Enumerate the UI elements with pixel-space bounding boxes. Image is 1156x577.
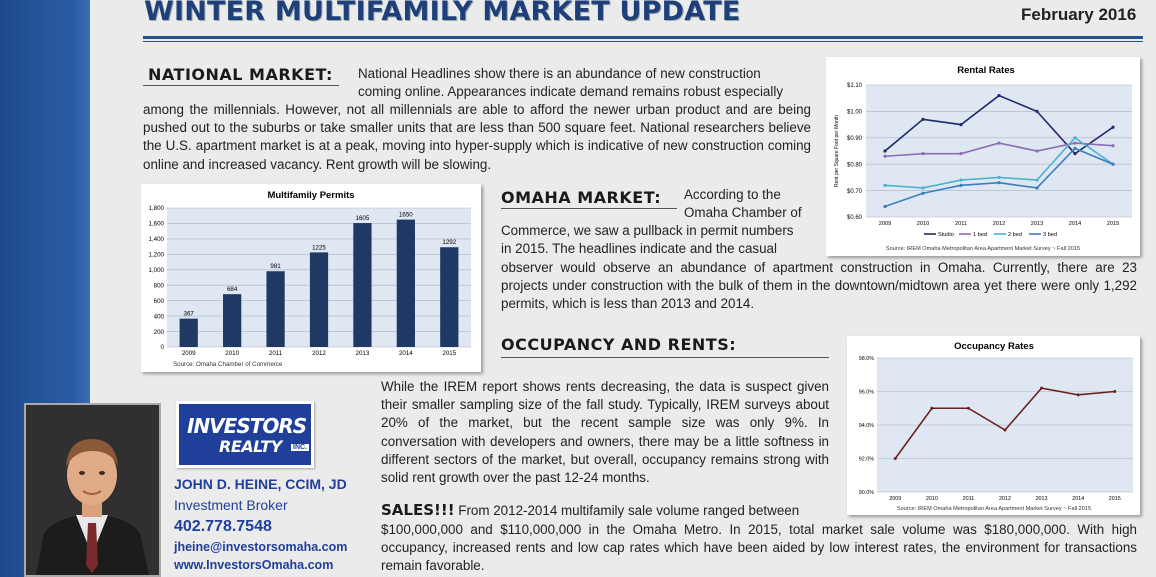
rental-point (921, 186, 924, 189)
rental-x-tick: 2015 (1106, 221, 1120, 227)
permits-bar-2010 (223, 294, 241, 347)
logo-inc: INC. (293, 444, 307, 451)
permits-y-tick: 600 (153, 297, 164, 305)
rental-y-tick: $1.10 (846, 83, 862, 90)
broker-website[interactable]: www.InvestorsOmaha.com (174, 558, 334, 572)
logo-line-2: REALTY (219, 437, 282, 456)
permits-y-tick: 1,600 (148, 220, 164, 228)
occupancy-y-tick: 96.0% (858, 389, 874, 396)
permits-y-tick: 400 (153, 313, 164, 321)
occupancy-point (930, 407, 933, 410)
rental-x-tick: 2012 (992, 221, 1006, 227)
rental-legend-label: Studio (938, 232, 954, 238)
header-rule (143, 36, 1143, 39)
omaha-heading-rule (501, 208, 677, 209)
permits-y-tick: 1,000 (148, 266, 164, 274)
broker-role: Investment Broker (174, 497, 288, 513)
permits-value-label: 1605 (355, 215, 370, 223)
occupancy-point (1004, 429, 1007, 432)
rental-y-tick: $0.80 (846, 162, 862, 169)
rental-point (997, 176, 1000, 179)
permits-x-tick: 2011 (268, 350, 283, 357)
rental-x-tick: 2013 (1030, 221, 1044, 227)
occupancy-y-tick: 98.0% (858, 356, 874, 362)
permits-y-tick: 200 (153, 328, 164, 336)
occupancy-y-tick: 94.0% (858, 423, 874, 429)
rental-point (1073, 136, 1076, 139)
permits-value-label: 684 (226, 286, 238, 294)
national-body: among the millennials. However, not all millennials are able to afford the newer urban product and are being pushed out to the suburbs or take smaller units that are less than 500 square feet. National researchers believe the U.S. apartment market is at a peak, moving into hyper-supply which is indicative of new construction coming online and increased vacancy. Rent growth will be slowing. (143, 102, 811, 172)
permits-value-label: 1292 (442, 239, 457, 247)
omaha-line-3: Commerce, we saw a pullback in permit numbers (501, 223, 794, 238)
occupancy-point (1077, 393, 1080, 396)
occupancy-x-tick: 2011 (962, 496, 975, 502)
permits-bar-2015 (440, 247, 458, 347)
occupancy-point (967, 407, 970, 410)
permits-svg (141, 184, 481, 372)
issue-date: February 2016 (1021, 5, 1137, 24)
rental-point (883, 155, 886, 158)
rental-point (1035, 178, 1038, 181)
permits-value-label: 367 (183, 310, 194, 318)
rental-point (997, 181, 1000, 184)
header-rule-thin (143, 41, 1143, 42)
rental-y-tick: $1.00 (846, 109, 862, 116)
rental-y-tick: $0.60 (846, 215, 862, 222)
rental-point (959, 123, 962, 126)
rental-point (1035, 110, 1038, 113)
national-intro (358, 65, 811, 101)
rental-point (959, 152, 962, 155)
broker-portrait-image (26, 405, 159, 575)
permits-x-tick: 2014 (398, 350, 413, 357)
permits-x-tick: 2009 (181, 350, 196, 357)
occupancy-x-tick: 2010 (925, 496, 938, 502)
investors-realty-logo (176, 401, 314, 468)
permits-x-tick: 2013 (355, 350, 370, 357)
rental-point (921, 192, 924, 195)
omaha-body: observer would observe an abundance of apartment construction in Omaha. Currently, there are 23 projects under construction with the bulk of them in the downtown/midtown area yet there were only 1,292 permits, which is less than 2013 and 2014. (501, 260, 1137, 312)
permits-x-tick: 2015 (442, 350, 457, 357)
page-title: WINTER MULTIFAMILY MARKET UPDATE (144, 0, 741, 27)
rental-x-tick: 2011 (954, 221, 968, 227)
occupancy-source: Source: IREM Omaha Metropolitan Area Apartment Market Survey ~ Fall 2015 (896, 506, 1092, 512)
rental-plot-area (866, 85, 1132, 217)
occupancy-x-tick: 2009 (889, 496, 902, 502)
permits-bar-2011 (266, 271, 284, 347)
omaha-mid (501, 222, 811, 258)
occupancy-x-tick: 2015 (1108, 496, 1121, 502)
permits-value-label: 1650 (398, 211, 413, 219)
rental-y-tick: $0.70 (846, 188, 862, 195)
occupancy-chart-title: Occupancy Rates (954, 341, 1034, 352)
occupancy-y-tick: 92.0% (858, 456, 874, 463)
omaha-intro-2: Omaha Chamber of (684, 205, 802, 221)
omaha-intro (684, 186, 811, 222)
rental-point (883, 205, 886, 208)
occupancy-x-tick: 2014 (1072, 496, 1085, 502)
national-heading-rule (143, 85, 339, 86)
occupancy-body: While the IREM report shows rents decreasing, the data is suspect given their smaller sampling size of the fall study. Typically, IREM surveys about 20% of the market, but the recent sample size was only 9%. In conversation with developers and owners, there may be a little softness in different sectors of the market, but overall, occupancy remains strong with solid rent growth over the past 12-24 months. (381, 379, 829, 486)
occupancy-point (1040, 387, 1043, 390)
rental-point (1111, 163, 1114, 166)
multifamily-permits-chart (141, 184, 481, 372)
rental-point (1073, 147, 1076, 150)
rental-x-tick: 2009 (878, 221, 892, 227)
permits-y-tick: 0 (160, 344, 164, 352)
permits-y-tick: 1,800 (148, 205, 164, 213)
occupancy-rates-chart (847, 336, 1140, 515)
rental-x-tick: 2010 (916, 221, 930, 227)
permits-y-tick: 800 (153, 282, 164, 290)
permits-value-label: 981 (270, 263, 281, 271)
rental-source: Source: IREM Omaha Metropolitan Area Apartment Market Survey ~ Fall 2015 (885, 246, 1081, 252)
permits-x-tick: 2010 (225, 350, 240, 357)
occupancy-x-tick: 2012 (999, 496, 1011, 502)
rental-legend-label: 1 bed (973, 232, 987, 238)
occupancy-heading-rule (501, 357, 829, 358)
permits-bar-2009 (180, 319, 198, 347)
rental-point (959, 178, 962, 181)
rental-rates-svg (826, 57, 1140, 256)
rental-point (1111, 144, 1114, 147)
rental-chart-title: Rental Rates (957, 65, 1015, 76)
omaha-intro-1: According to the (684, 187, 781, 202)
sales-body: $100,000,000 and $110,000,000 in the Omaha Metro. In 2015, total market sale volume was $180,000,000. With high occupancy, increased rents and low cap rates which have been aided by low interest rates, the environment for transactions remain favorable. (381, 522, 1137, 574)
broker-email[interactable]: jheine@investorsomaha.com (174, 540, 348, 554)
rental-point (883, 184, 886, 187)
rental-rates-chart (826, 57, 1140, 256)
permits-value-label: 1225 (312, 244, 326, 252)
rental-legend-label: 3 bed (1043, 232, 1057, 238)
rental-x-tick: 2014 (1068, 221, 1082, 227)
rental-point (1035, 186, 1038, 189)
occupancy-heading: OCCUPANCY AND RENTS: (501, 335, 737, 354)
permits-source: Source: Omaha Chamber of Commerce (173, 361, 283, 368)
occupancy-point (894, 457, 897, 460)
sales-line-1: From 2012-2014 multifamily sale volume ranged between (454, 503, 800, 518)
rental-point (883, 149, 886, 152)
rental-point (1073, 152, 1076, 155)
rental-point (921, 118, 924, 121)
permits-bar-2013 (353, 223, 371, 347)
rental-point (959, 184, 962, 187)
rental-point (997, 94, 1000, 97)
permits-y-tick: 1,200 (148, 251, 164, 259)
rental-point (1111, 126, 1114, 129)
broker-phone[interactable]: 402.778.7548 (174, 518, 272, 535)
permits-y-tick: 1,400 (148, 236, 164, 244)
broker-name: JOHN D. HEINE, CCIM, JD (174, 476, 347, 492)
permits-x-tick: 2012 (312, 350, 326, 357)
national-line-2: coming online. Appearances indicate demand remains robust especially (358, 84, 784, 100)
permits-bar-2014 (397, 220, 415, 347)
national-market-heading: NATIONAL MARKET: (148, 65, 333, 84)
permits-chart-title: Multifamily Permits (267, 190, 355, 201)
occupancy-svg (847, 336, 1140, 515)
sales-intro (381, 501, 829, 520)
occupancy-y-tick: 90.0% (858, 490, 874, 496)
sales-heading: SALES!!! (381, 501, 455, 519)
occupancy-point (1113, 390, 1116, 393)
omaha-market-heading: OMAHA MARKET: (501, 188, 662, 207)
broker-photo (24, 403, 161, 577)
occupancy-x-tick: 2013 (1035, 496, 1048, 502)
omaha-line-4: in 2015. The headlines indicate and the casual (501, 241, 777, 257)
rental-legend-label: 2 bed (1008, 232, 1022, 238)
rental-y-tick: $0.90 (846, 136, 862, 142)
rental-point (921, 152, 924, 155)
rental-point (1035, 149, 1038, 152)
logo-line-1: INVESTORS (187, 414, 307, 438)
national-line-1: National Headlines show there is an abundance of new construction (358, 66, 761, 81)
rental-y-axis-label: Rent per Square Foot per Month (834, 115, 840, 187)
permits-bar-2012 (310, 252, 328, 347)
rental-point (1073, 141, 1076, 144)
rental-point (997, 141, 1000, 144)
